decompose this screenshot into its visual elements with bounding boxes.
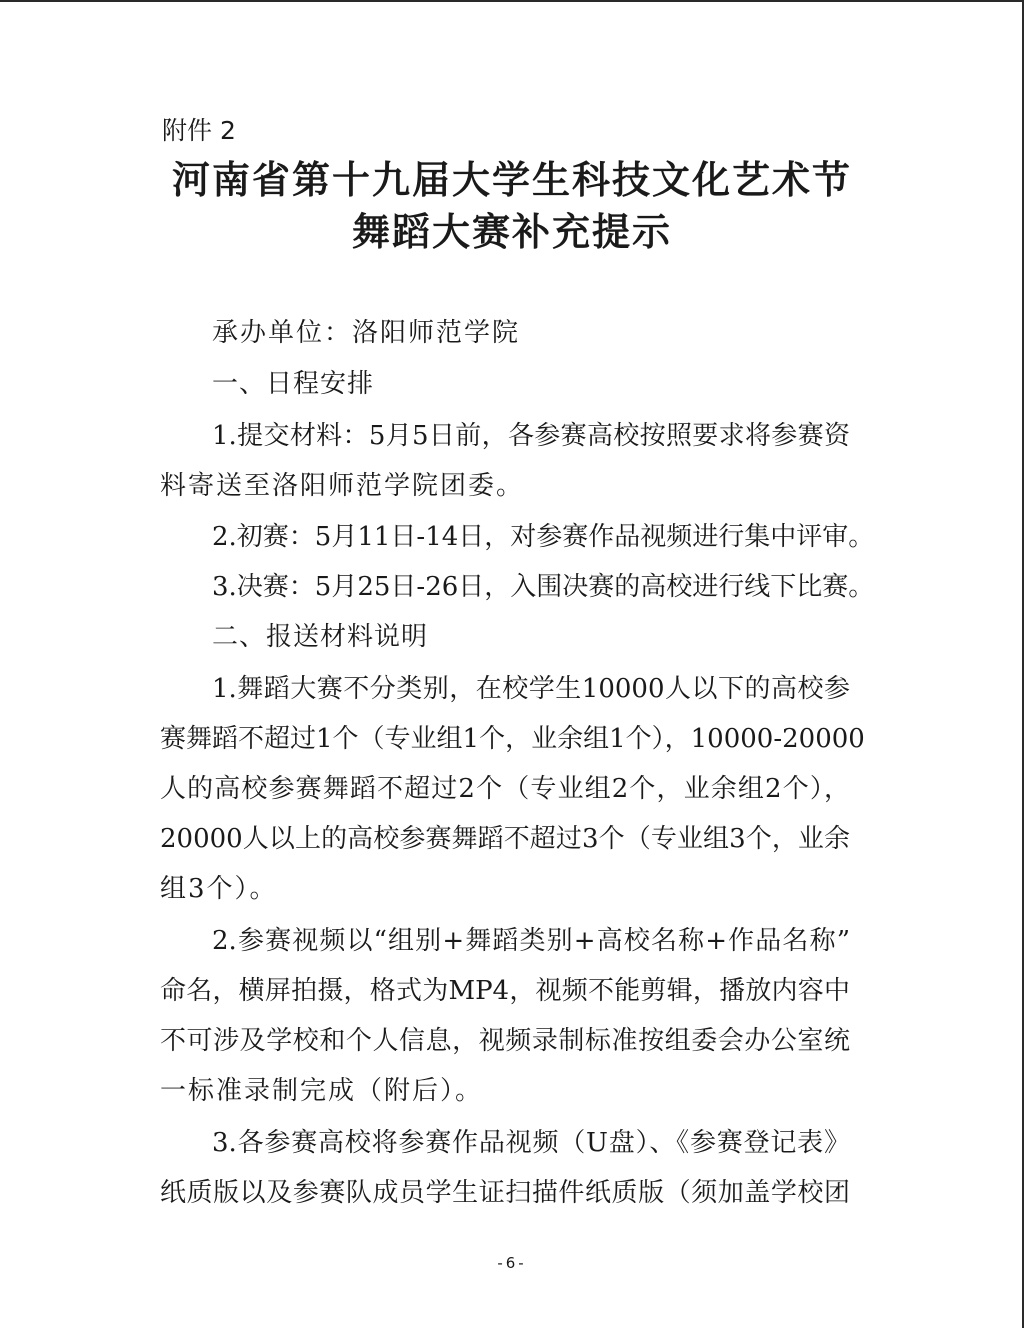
section-2-item-2-line-2: 命名，横屏拍摄，格式为MP4，视频不能剪辑，播放内容中 — [160, 976, 850, 1006]
section-1-item-2: 2.初赛：5月11日-14日，对参赛作品视频进行集中评审。 — [212, 522, 875, 552]
section-2-item-1-line-4: 20000人以上的高校参赛舞蹈不超过3个（专业组3个，业余 — [160, 824, 850, 854]
section-1-item-1-line-1: 1.提交材料：5月5日前，各参赛高校按照要求将参赛资 — [212, 421, 850, 451]
document-title-line-2: 舞蹈大赛补充提示 — [351, 209, 672, 254]
document-title-line-1: 河南省第十九届大学生科技文化艺术节 — [171, 157, 852, 202]
page-number: -6- — [497, 1254, 527, 1272]
section-2-item-3-line-2: 纸质版以及参赛队成员学生证扫描件纸质版（须加盖学校团 — [160, 1178, 850, 1208]
section-2-item-2-line-4: 一标准录制完成（附后）。 — [160, 1076, 484, 1106]
attachment-label: 附件 2 — [162, 116, 236, 145]
section-2-item-2-line-1: 2.参赛视频以“组别+舞蹈类别+高校名称+作品名称” — [212, 926, 850, 956]
section-2-item-1-line-2: 赛舞蹈不超过1个（专业组1个，业余组1个），10000-20000 — [160, 724, 865, 754]
organizer-line: 承办单位：洛阳师范学院 — [212, 318, 521, 348]
section-1-item-1-line-2: 料寄送至洛阳师范学院团委。 — [160, 471, 525, 501]
section-2-item-3-line-1: 3.各参赛高校将参赛作品视频（U盘）、《参赛登记表》 — [212, 1128, 850, 1158]
section-2-heading: 二、报送材料说明 — [212, 622, 429, 652]
section-1-item-3: 3.决赛：5月25日-26日，入围决赛的高校进行线下比赛。 — [212, 572, 875, 602]
section-2-item-1-line-3: 人的高校参赛舞蹈不超过2个（专业组2个，业余组2个）， — [160, 774, 850, 804]
section-1-heading: 一、日程安排 — [212, 369, 375, 399]
section-2-item-2-line-3: 不可涉及学校和个人信息，视频录制标准按组委会办公室统 — [160, 1026, 850, 1056]
section-2-item-1-line-5: 组3个）。 — [160, 874, 278, 904]
section-2-item-1-line-1: 1.舞蹈大赛不分类别，在校学生10000人以下的高校参 — [212, 674, 850, 704]
